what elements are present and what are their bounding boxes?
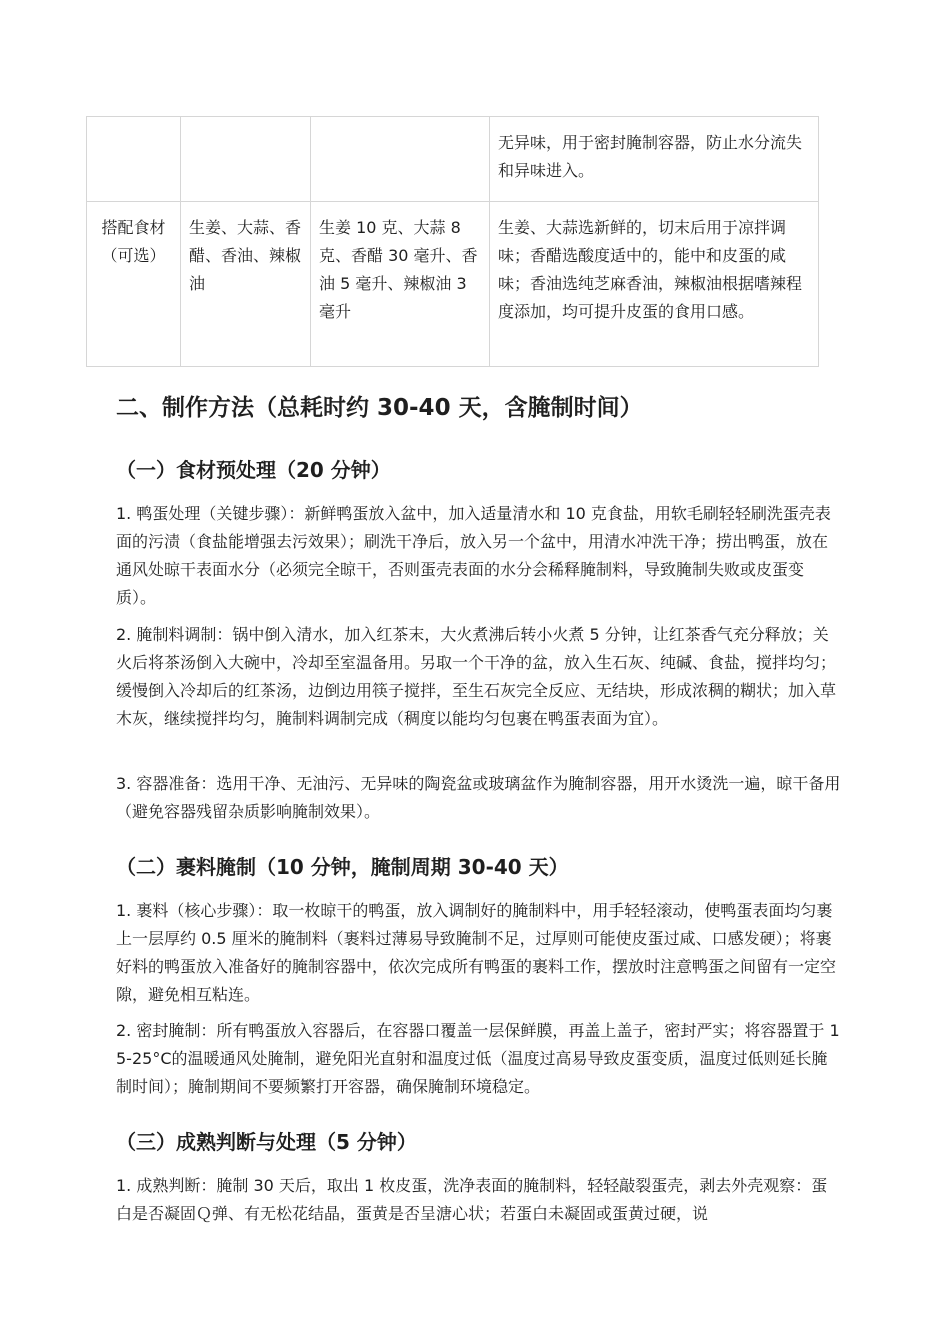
table-row [87, 202, 819, 367]
paragraph: 1. 鸭蛋处理（关键步骤）：新鲜鸭蛋放入盆中，加入适量清水和 10 克食盐，用软毛刷轻轻刷洗蛋壳表面的污渍（食盐能增强去污效果）；刷洗干净后，放入另一个盆中，用清水冲洗干净；捞出鸭蛋，放在通风处晾干表面水分（必须完全晾干，否则蛋壳表面的水分会稀释腌制料，导致腌制失败或皮蛋变质）。 [116, 504, 831, 607]
paragraph: 2. 密封腌制：所有鸭蛋放入容器后，在容器口覆盖一层保鲜膜，再盖上盖子，密封严实；将容器置于 15-25°C的温暖通风处腌制，避免阳光直射和温度过低（温度过高易导致皮蛋变质，温度过低则延长腌制时间）；腌制期间不要频繁打开容器，确保腌制环境稳定。 [116, 1021, 840, 1096]
ingredients-table [86, 116, 819, 367]
subsection-heading: （一）食材预处理（20 分钟） [116, 458, 391, 482]
paragraph: 1. 裹料（核心步骤）：取一枚晾干的鸭蛋，放入调制好的腌制料中，用手轻轻滚动，使鸭蛋表面均匀裹上一层厚约 0.5 厘米的腌制料（裹料过薄易导致腌制不足，过厚则可能使皮蛋过咸、口感发硬）；将裹好料的鸭蛋放入准备好的腌制容器中，依次完成所有鸭蛋的裹料工作，摆放时注意鸭蛋之间留有一定空隙，避免相互粘连。 [116, 901, 837, 1004]
paragraph: 3. 容器准备：选用干净、无油污、无异味的陶瓷盆或玻璃盆作为腌制容器，用开水烫洗一遍，晾干备用（避免容器残留杂质影响腌制效果）。 [116, 774, 841, 821]
table-cell [87, 117, 181, 202]
table-cell: 搭配食材（可选） [87, 202, 181, 367]
subsection-heading: （三）成熟判断与处理（5 分钟） [116, 1130, 417, 1154]
section-heading: 二、制作方法（总耗时约 30-40 天，含腌制时间） [116, 395, 643, 421]
table-cell [311, 117, 490, 202]
table-cell [181, 117, 311, 202]
table-cell: 生姜、大蒜、香醋、香油、辣椒油 [181, 202, 311, 367]
subsection-heading: （二）裹料腌制（10 分钟，腌制周期 30-40 天） [116, 855, 569, 879]
table-cell: 生姜、大蒜选新鲜的，切末后用于凉拌调味；香醋选酸度适中的，能中和皮蛋的咸味；香油选纯芝麻香油，辣椒油根据嗜辣程度添加，均可提升皮蛋的食用口感。 [490, 202, 819, 367]
table-cell: 生姜 10 克、大蒜 8 克、香醋 30 毫升、香油 5 毫升、辣椒油 3 毫升 [311, 202, 490, 367]
paragraph: 2. 腌制料调制：锅中倒入清水，加入红茶末，大火煮沸后转小火煮 5 分钟，让红茶香气充分释放；关火后将茶汤倒入大碗中，冷却至室温备用。另取一个干净的盆，放入生石灰、纯碱、食盐，搅拌均匀；缓慢倒入冷却后的红茶汤，边倒边用筷子搅拌，至生石灰完全反应、无结块，形成浓稠的糊状；加入草木灰，继续搅拌均匀，腌制料调制完成（稠度以能均匀包裹在鸭蛋表面为宜）。 [116, 625, 837, 728]
table-row [87, 117, 819, 202]
table-cell: 无异味，用于密封腌制容器，防止水分流失和异味进入。 [490, 117, 819, 202]
paragraph: 1. 成熟判断：腌制 30 天后，取出 1 枚皮蛋，洗净表面的腌制料，轻轻敲裂蛋壳，剥去外壳观察：蛋白是否凝固Ｑ弹、有无松花结晶，蛋黄是否呈溏心状；若蛋白未凝固或蛋黄过硬，说 [116, 1176, 828, 1223]
